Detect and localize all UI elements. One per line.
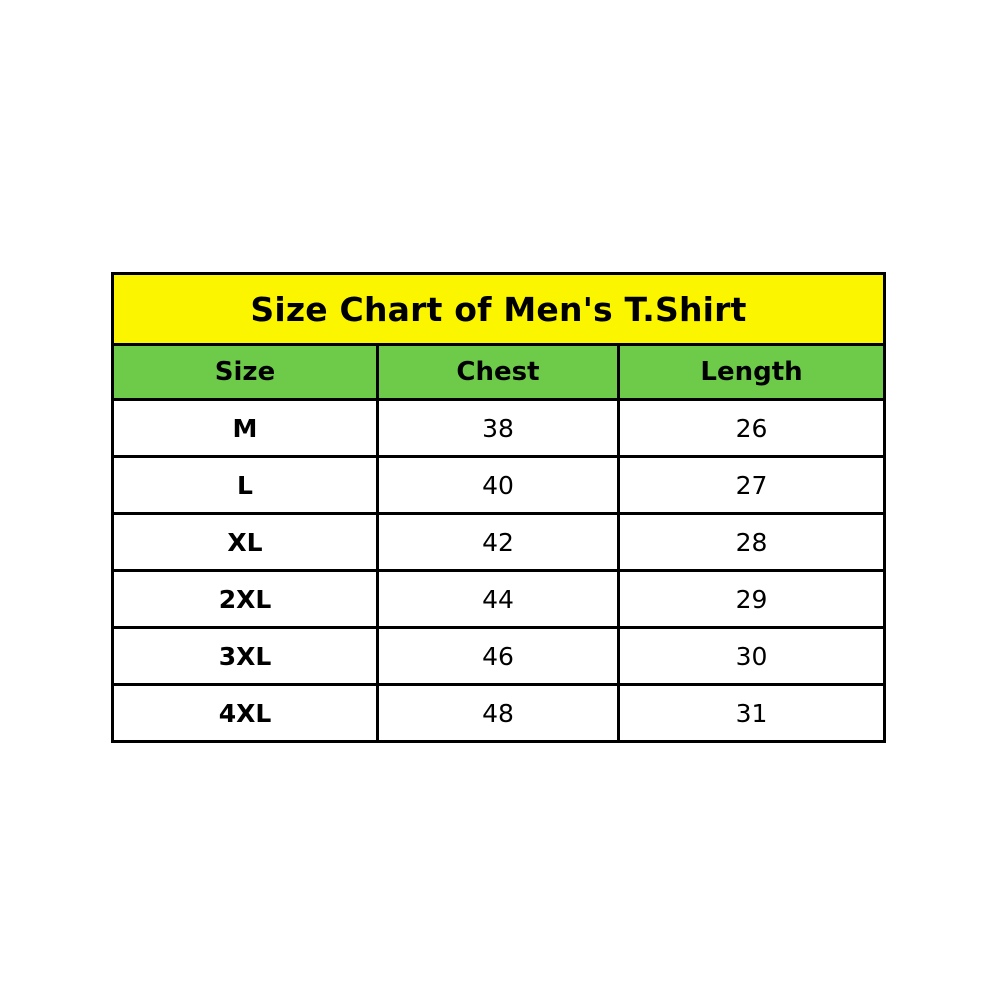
table-row: [113, 514, 885, 571]
table-row: [113, 628, 885, 685]
cell-length: 28: [619, 514, 885, 571]
cell-size: 3XL: [113, 628, 378, 685]
cell-length: 26: [619, 400, 885, 457]
cell-length: 30: [619, 628, 885, 685]
cell-size: M: [113, 400, 378, 457]
cell-size: 2XL: [113, 571, 378, 628]
chart-title: Size Chart of Men's T.Shirt: [113, 274, 885, 345]
cell-chest: 42: [378, 514, 619, 571]
cell-size: 4XL: [113, 685, 378, 742]
cell-length: 27: [619, 457, 885, 514]
cell-chest: 40: [378, 457, 619, 514]
table-row: [113, 685, 885, 742]
column-header-chest: Chest: [378, 345, 619, 400]
table-header-row: [113, 345, 885, 400]
column-header-length: Length: [619, 345, 885, 400]
cell-chest: 44: [378, 571, 619, 628]
size-chart-table: [111, 272, 886, 743]
table-title-row: [113, 274, 885, 345]
cell-length: 31: [619, 685, 885, 742]
cell-size: XL: [113, 514, 378, 571]
cell-chest: 48: [378, 685, 619, 742]
table-row: [113, 457, 885, 514]
table-row: [113, 400, 885, 457]
cell-chest: 38: [378, 400, 619, 457]
cell-length: 29: [619, 571, 885, 628]
cell-chest: 46: [378, 628, 619, 685]
table-row: [113, 571, 885, 628]
column-header-size: Size: [113, 345, 378, 400]
cell-size: L: [113, 457, 378, 514]
